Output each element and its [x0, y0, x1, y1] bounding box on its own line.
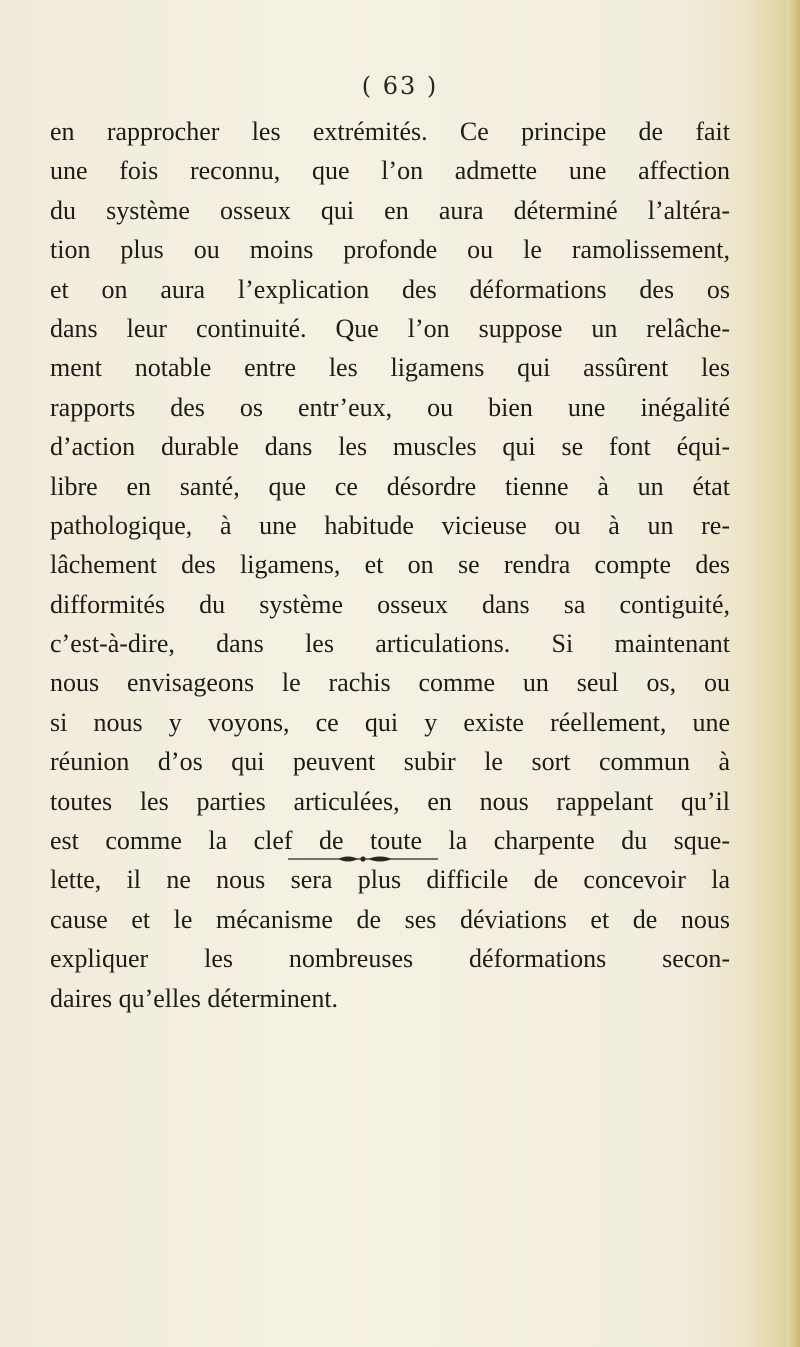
text-line: libre en santé, que ce désordre tienne à un état [50, 471, 730, 501]
text-line: toutes les parties articulées, en nous rappelant qu’il [50, 786, 730, 816]
text-line: est comme la clef de toute la charpente du sque- [50, 826, 730, 856]
text-line: en rapprocher les extrémités. Ce principe de fait [50, 117, 730, 146]
text-line: pathologique, à une habitude vicieuse ou à un re- [50, 510, 730, 540]
text-line: et on aura l’explication des déformations des os [50, 274, 730, 304]
text-line: une fois reconnu, que l’on admette une affection [50, 156, 730, 186]
body-text [50, 112, 730, 1018]
page-edge [786, 0, 800, 1347]
page-number: ( 63 ) [361, 72, 439, 100]
text-line: du système osseux qui en aura déterminé l’altéra- [50, 195, 730, 225]
text-line: nous envisageons le rachis comme un seul os, ou [50, 668, 730, 698]
text-line: d’action durable dans les muscles qui se font équi- [50, 432, 730, 462]
text-line: si nous y voyons, ce qui y existe réellement, une [50, 707, 730, 737]
text-line: ment notable entre les ligamens qui assûrent les [50, 353, 730, 383]
end-ornament [288, 853, 438, 865]
text-line: daires qu’elles déterminent. [50, 983, 339, 1013]
text-line: difformités du système osseux dans sa contiguité, [50, 589, 730, 619]
text-line: réunion d’os qui peuvent subir le sort commun à [50, 747, 730, 777]
text-line: rapports des os entr’eux, ou bien une inégalité [50, 392, 730, 422]
text-line: lâchement des ligamens, et on se rendra compte des [50, 550, 730, 580]
text-line: tion plus ou moins profonde ou le ramolissement, [50, 235, 730, 265]
text-line: expliquer les nombreuses déformations secon- [50, 944, 730, 974]
text-line: c’est-à-dire, dans les articulations. Si maintenant [50, 629, 730, 659]
text-line: lette, il ne nous sera plus difficile de concevoir la [50, 865, 730, 895]
text-line: dans leur continuité. Que l’on suppose un relâche- [50, 313, 730, 343]
text-line: cause et le mécanisme de ses déviations et de nous [50, 904, 730, 934]
